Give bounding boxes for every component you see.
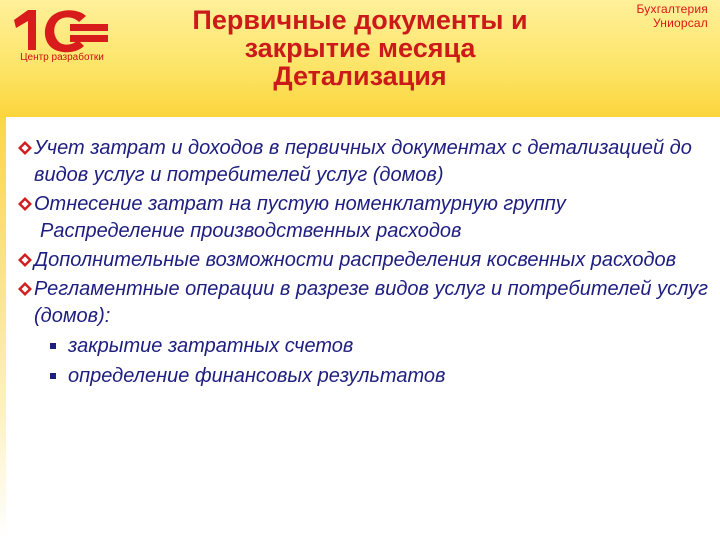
bullet-item — [18, 191, 708, 245]
diamond-bullet-icon — [18, 253, 32, 267]
square-bullet-icon — [50, 343, 56, 349]
diamond-bullet-icon — [18, 197, 32, 211]
bullet-text: Дополнительные возможности распределения косвенных расходов — [34, 249, 677, 271]
bullet-item — [18, 135, 708, 189]
sub-item-text: закрытие затратных счетов — [68, 335, 354, 357]
title-line1: Первичные документы и — [192, 5, 528, 35]
sub-item — [18, 363, 708, 390]
bullet-text: Учет затрат и доходов в первичных документах с детализацией до видов услуг и потребителей услуг (домов) — [34, 137, 692, 186]
product-label-line2: Униорсал — [652, 16, 708, 30]
sub-item — [18, 333, 708, 360]
bullet-item — [18, 276, 708, 330]
bullet-continuation: Распределение производственных расходов — [40, 220, 462, 242]
bullet-item — [18, 247, 708, 274]
page-title — [150, 6, 570, 90]
diamond-bullet-icon — [18, 141, 32, 155]
bullet-text: Регламентные операции в разрезе видов услуг и потребителей услуг (домов): — [34, 278, 708, 327]
square-bullet-icon — [50, 373, 56, 379]
header-banner — [0, 0, 720, 117]
slide-content — [18, 135, 708, 392]
sub-item-text: определение финансовых результатов — [68, 365, 446, 387]
diamond-bullet-icon — [18, 282, 32, 296]
logo-caption: Центр разработки — [20, 52, 104, 63]
product-label-line1: Бухгалтерия — [636, 2, 708, 16]
product-label — [636, 2, 708, 30]
bullet-text: Отнесение затрат на пустую номенклатурную группу — [34, 193, 566, 215]
left-accent-bar — [0, 117, 6, 540]
title-line3: Детализация — [273, 61, 447, 91]
title-line2: закрытие месяца — [244, 33, 476, 63]
